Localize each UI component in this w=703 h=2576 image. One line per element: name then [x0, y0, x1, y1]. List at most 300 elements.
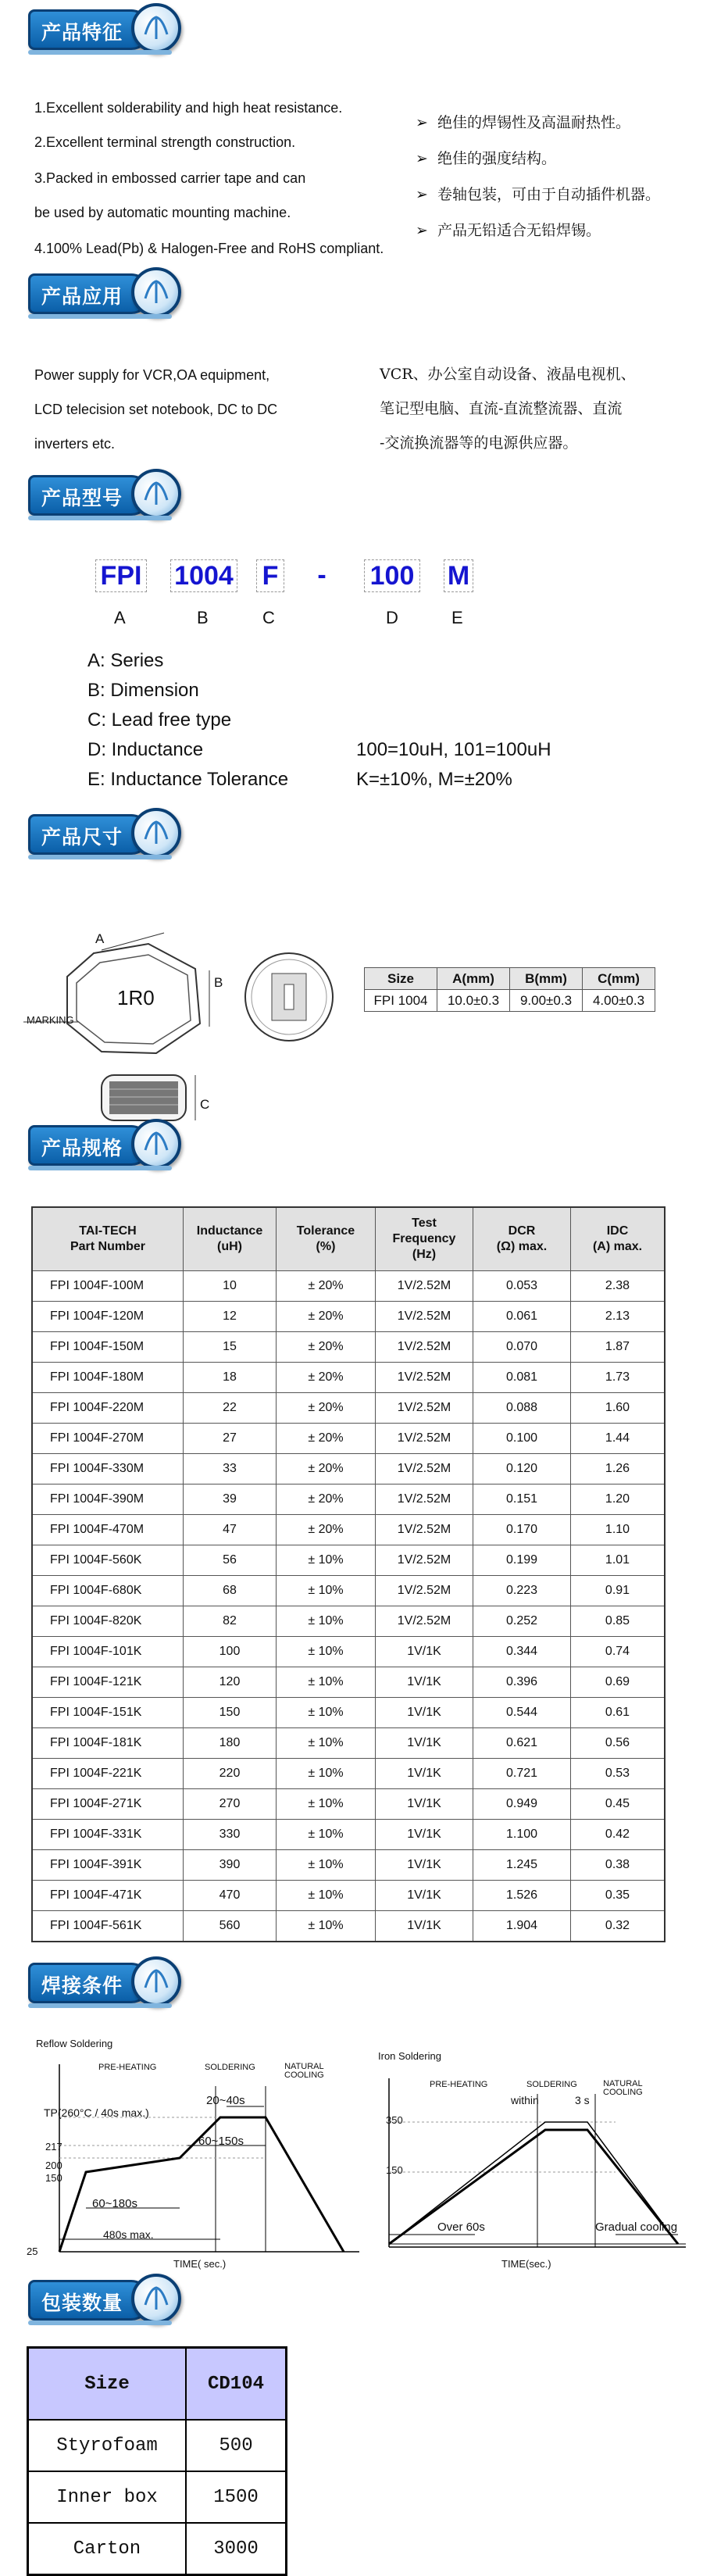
reflow-y150: 150: [45, 2172, 62, 2184]
reflow-20-40: 20~40s: [206, 2094, 245, 2107]
header-line: (uH): [217, 1240, 242, 1253]
pn-letter-a: A: [114, 608, 126, 627]
iron-soldering: SOLDERING: [526, 2080, 577, 2089]
iron-y150: 150: [386, 2164, 403, 2176]
section-title: 焊接条件: [41, 1974, 123, 1997]
header-line: Frequency: [392, 1232, 456, 1245]
section-underline: [28, 2003, 172, 2008]
table-cell: ± 20%: [277, 1454, 376, 1485]
feature-en-3: 3.Packed in embossed carrier tape and can: [34, 170, 306, 186]
dim-label-a: A: [95, 931, 105, 946]
table-row: [28, 2523, 287, 2575]
table-cell: FPI 1004F-270M: [32, 1424, 184, 1454]
table-cell: 0.252: [473, 1606, 571, 1637]
cooling-label: COOLING: [284, 2070, 324, 2080]
table-cell: 1V/2.52M: [376, 1332, 473, 1363]
table-row: [32, 1576, 665, 1606]
table-header: B(mm): [510, 968, 583, 990]
header-line: TAI-TECH: [79, 1224, 137, 1238]
feature-cn-4-text: 产品无铅适合无铅焊锡。: [437, 222, 601, 239]
table-cell: ± 10%: [277, 1881, 376, 1911]
table-cell: ± 10%: [277, 1698, 376, 1728]
section-underline: [28, 2321, 172, 2325]
table-cell: 0.45: [571, 1789, 666, 1820]
table-row: [32, 1545, 665, 1576]
table-row: [32, 1637, 665, 1667]
table-header: C(mm): [583, 968, 655, 990]
table-cell: ± 10%: [277, 1545, 376, 1576]
table-cell: 1.26: [571, 1454, 666, 1485]
table-cell: FPI 1004F-120M: [32, 1302, 184, 1332]
marking-text: 1R0: [117, 986, 155, 1009]
pn-letter-d: D: [386, 608, 398, 627]
header-line: Inductance: [196, 1224, 263, 1238]
table-cell: 1V/2.52M: [376, 1454, 473, 1485]
table-cell: 0.621: [473, 1728, 571, 1759]
table-cell: 0.170: [473, 1515, 571, 1545]
spec-header-inductance: [184, 1207, 277, 1271]
reflow-soldering: SOLDERING: [205, 2063, 255, 2072]
pn-letter-b: B: [197, 608, 209, 627]
table-cell: Styrofoam: [28, 2420, 187, 2471]
table-cell: 0.199: [473, 1545, 571, 1576]
table-cell: ± 10%: [277, 1728, 376, 1759]
section-header-model: [28, 466, 172, 522]
table-cell: 1.60: [571, 1393, 666, 1424]
table-cell: 1.904: [473, 1911, 571, 1942]
table-cell: 18: [184, 1363, 277, 1393]
table-cell: 1V/2.52M: [376, 1515, 473, 1545]
reflow-profile-chart: [31, 2055, 367, 2274]
table-cell: FPI 1004F-470M: [32, 1515, 184, 1545]
packing-table: [27, 2346, 287, 2576]
table-cell: 150: [184, 1698, 277, 1728]
table-cell: 1V/1K: [376, 1759, 473, 1789]
pn-letter-c: C: [262, 608, 275, 627]
table-cell: FPI 1004F-150M: [32, 1332, 184, 1363]
pn-inductance: 100: [364, 559, 420, 592]
table-cell: 1V/2.52M: [376, 1363, 473, 1393]
table-cell: ± 10%: [277, 1667, 376, 1698]
table-cell: ± 10%: [277, 1759, 376, 1789]
reflow-60-150: 60~150s: [198, 2135, 244, 2148]
table-cell: 1V/2.52M: [376, 1576, 473, 1606]
section-title: 产品尺寸: [41, 826, 123, 849]
header-line: Part Number: [70, 1240, 146, 1253]
dimension-drawing: [23, 922, 336, 1141]
dimension-table: [364, 967, 655, 1012]
table-cell: ± 20%: [277, 1363, 376, 1393]
table-cell: 0.053: [473, 1271, 571, 1302]
reflow-title: Reflow Soldering: [36, 2038, 113, 2049]
table-cell: 1V/2.52M: [376, 1302, 473, 1332]
table-cell: 1.44: [571, 1424, 666, 1454]
table-cell: 1.73: [571, 1363, 666, 1393]
header-line: (%): [316, 1240, 336, 1253]
def-c: C: Lead free type: [87, 709, 232, 731]
table-row: [28, 2471, 287, 2523]
section-title: 产品应用: [41, 285, 123, 308]
def-e-value: K=±10%, M=±20%: [356, 769, 512, 790]
iron-preheat: PRE-HEATING: [430, 2080, 488, 2089]
table-cell: FPI 1004F-271K: [32, 1789, 184, 1820]
globe-icon: [131, 469, 181, 519]
table-cell: 1V/1K: [376, 1728, 473, 1759]
table-cell: 56: [184, 1545, 277, 1576]
feature-en-2: 2.Excellent terminal strength construction.: [34, 134, 296, 150]
table-cell: ± 20%: [277, 1332, 376, 1363]
natural-label: NATURAL: [284, 2062, 324, 2071]
globe-icon: [131, 2274, 181, 2324]
table-header-row: [365, 968, 655, 990]
table-row: [32, 1850, 665, 1881]
spec-header-dcr: [473, 1207, 571, 1271]
table-row: [28, 2420, 287, 2471]
globe-icon: [131, 808, 181, 858]
reflow-y217: 217: [45, 2141, 62, 2153]
table-header: Size: [365, 968, 437, 990]
spec-header-frequency: [376, 1207, 473, 1271]
table-cell: 9.00±0.3: [510, 990, 583, 1012]
iron-over60: Over 60s: [437, 2221, 485, 2234]
iron-gradual: Gradual cooling: [595, 2221, 678, 2234]
table-cell: ± 20%: [277, 1515, 376, 1545]
feature-cn-2-text: 绝佳的强度结构。: [437, 150, 557, 167]
table-row: [32, 1485, 665, 1515]
table-cell: 0.088: [473, 1393, 571, 1424]
table-cell: ± 10%: [277, 1637, 376, 1667]
packing-header-row: [28, 2348, 287, 2421]
section-header-packing: [28, 2271, 172, 2327]
header-line: IDC: [606, 1224, 629, 1238]
table-cell: 1V/1K: [376, 1637, 473, 1667]
table-cell: ± 20%: [277, 1424, 376, 1454]
table-cell: 1V/1K: [376, 1850, 473, 1881]
table-cell: 1V/1K: [376, 1911, 473, 1942]
table-cell: 0.949: [473, 1789, 571, 1820]
header-line: (Hz): [412, 1248, 437, 1261]
table-cell: FPI 1004F-221K: [32, 1759, 184, 1789]
table-cell: 0.38: [571, 1850, 666, 1881]
application-en-2: LCD telecision set notebook, DC to DC: [34, 402, 278, 417]
table-cell: 1.87: [571, 1332, 666, 1363]
table-cell: 270: [184, 1789, 277, 1820]
application-cn-1: VCR、办公室自动设备、液晶电视机、: [380, 366, 636, 383]
packing-header: CD104: [186, 2348, 287, 2421]
table-cell: 1500: [186, 2471, 287, 2523]
table-cell: FPI 1004F-101K: [32, 1637, 184, 1667]
table-cell: 1V/2.52M: [376, 1393, 473, 1424]
section-underline: [28, 314, 172, 319]
section-underline: [28, 516, 172, 520]
table-cell: 1.245: [473, 1850, 571, 1881]
def-e: E: Inductance Tolerance: [87, 769, 289, 790]
table-cell: 0.396: [473, 1667, 571, 1698]
natural-label: NATURAL: [603, 2079, 643, 2088]
table-row: [32, 1606, 665, 1637]
pn-letter-e: E: [451, 608, 463, 627]
pn-lead-free: F: [256, 559, 284, 592]
table-cell: 39: [184, 1485, 277, 1515]
globe-icon: [131, 3, 181, 53]
application-cn-2: 笔记型电脑、直流-直流整流器、直流: [380, 400, 623, 417]
application-en-1: Power supply for VCR,OA equipment,: [34, 367, 270, 383]
table-cell: 22: [184, 1393, 277, 1424]
table-cell: 1V/1K: [376, 1881, 473, 1911]
section-underline: [28, 50, 172, 55]
header-line: Tolerance: [296, 1224, 355, 1238]
table-cell: 0.42: [571, 1820, 666, 1850]
table-cell: 10.0±0.3: [437, 990, 510, 1012]
table-cell: 180: [184, 1728, 277, 1759]
reflow-time-axis: TIME( sec.): [173, 2258, 227, 2270]
table-cell: FPI 1004: [365, 990, 437, 1012]
globe-icon: [131, 1119, 181, 1169]
table-cell: 500: [186, 2420, 287, 2471]
table-cell: 1V/1K: [376, 1820, 473, 1850]
table-cell: FPI 1004F-390M: [32, 1485, 184, 1515]
reflow-y25: 25: [27, 2246, 38, 2257]
section-title: 产品规格: [41, 1137, 123, 1159]
table-cell: 27: [184, 1424, 277, 1454]
table-cell: 12: [184, 1302, 277, 1332]
table-cell: FPI 1004F-180M: [32, 1363, 184, 1393]
table-row: [32, 1698, 665, 1728]
table-cell: ± 10%: [277, 1911, 376, 1942]
table-cell: FPI 1004F-220M: [32, 1393, 184, 1424]
table-cell: ± 20%: [277, 1271, 376, 1302]
table-cell: 0.35: [571, 1881, 666, 1911]
table-cell: ± 20%: [277, 1393, 376, 1424]
section-title: 产品特征: [41, 21, 123, 44]
table-cell: FPI 1004F-151K: [32, 1698, 184, 1728]
table-cell: ± 10%: [277, 1789, 376, 1820]
table-cell: 0.344: [473, 1637, 571, 1667]
table-cell: 0.721: [473, 1759, 571, 1789]
table-cell: FPI 1004F-471K: [32, 1881, 184, 1911]
table-cell: 0.544: [473, 1698, 571, 1728]
reflow-y200: 200: [45, 2160, 62, 2171]
table-row: [32, 1302, 665, 1332]
table-cell: 0.120: [473, 1454, 571, 1485]
table-cell: 0.151: [473, 1485, 571, 1515]
table-cell: ± 10%: [277, 1606, 376, 1637]
table-cell: 1V/1K: [376, 1698, 473, 1728]
table-cell: Inner box: [28, 2471, 187, 2523]
table-cell: FPI 1004F-820K: [32, 1606, 184, 1637]
table-cell: 120: [184, 1667, 277, 1698]
globe-icon: [131, 267, 181, 317]
table-row: [32, 1881, 665, 1911]
section-title: 产品型号: [41, 487, 123, 509]
table-cell: 68: [184, 1576, 277, 1606]
section-header-features: [28, 0, 172, 56]
packing-header: Size: [28, 2348, 187, 2421]
table-cell: 1V/2.52M: [376, 1485, 473, 1515]
header-line: (Ω) max.: [496, 1240, 548, 1253]
iron-natural-cooling: [603, 2080, 643, 2097]
table-row: [32, 1515, 665, 1545]
section-header-soldering: [28, 1953, 172, 2010]
section-header-spec: [28, 1116, 172, 1172]
feature-cn-1-text: 绝佳的焊锡性及高温耐热性。: [437, 114, 631, 131]
header-line: Test: [412, 1217, 437, 1230]
iron-title: Iron Soldering: [378, 2050, 441, 2062]
feature-cn-4: ➢ 产品无铅适合无铅焊锡。: [416, 222, 601, 239]
table-cell: 1V/2.52M: [376, 1545, 473, 1576]
table-row: [32, 1454, 665, 1485]
table-cell: FPI 1004F-330M: [32, 1454, 184, 1485]
spec-table: [31, 1206, 666, 1942]
table-cell: 0.070: [473, 1332, 571, 1363]
table-row: [32, 1332, 665, 1363]
table-cell: 330: [184, 1820, 277, 1850]
iron-within: within: [511, 2094, 539, 2106]
iron-3s: 3 s: [575, 2094, 590, 2106]
table-cell: 0.56: [571, 1728, 666, 1759]
table-cell: 0.61: [571, 1698, 666, 1728]
table-header: A(mm): [437, 968, 510, 990]
table-row: [32, 1393, 665, 1424]
table-cell: ± 10%: [277, 1576, 376, 1606]
table-cell: FPI 1004F-121K: [32, 1667, 184, 1698]
def-a: A: Series: [87, 650, 164, 671]
marking-label: MARKING: [27, 1014, 74, 1026]
reflow-preheat: PRE-HEATING: [98, 2063, 157, 2072]
feature-en-4: be used by automatic mounting machine.: [34, 205, 291, 220]
reflow-tp: TP(260°C / 40s max.): [44, 2106, 149, 2119]
dim-label-c: C: [200, 1097, 210, 1112]
section-title: 包装数量: [41, 2292, 123, 2314]
spec-header-part: [32, 1207, 184, 1271]
table-cell: 1.526: [473, 1881, 571, 1911]
spec-header-row: [32, 1207, 665, 1271]
table-cell: 10: [184, 1271, 277, 1302]
table-row: [32, 1911, 665, 1942]
table-cell: 1V/1K: [376, 1667, 473, 1698]
table-cell: 1V/2.52M: [376, 1606, 473, 1637]
table-row: [32, 1759, 665, 1789]
table-row: [32, 1789, 665, 1820]
pn-tolerance: M: [444, 559, 473, 592]
table-row: [32, 1424, 665, 1454]
def-b: B: Dimension: [87, 680, 199, 701]
def-d: D: Inductance: [87, 739, 204, 760]
table-cell: ± 20%: [277, 1302, 376, 1332]
section-underline: [28, 855, 172, 859]
reflow-60-180: 60~180s: [92, 2197, 137, 2210]
table-cell: 0.69: [571, 1667, 666, 1698]
table-row: [32, 1820, 665, 1850]
table-cell: 0.91: [571, 1576, 666, 1606]
pn-series: FPI: [95, 559, 147, 592]
table-cell: FPI 1004F-391K: [32, 1850, 184, 1881]
table-cell: 82: [184, 1606, 277, 1637]
table-row: [32, 1728, 665, 1759]
table-row: [365, 990, 655, 1012]
table-cell: 0.32: [571, 1911, 666, 1942]
table-cell: FPI 1004F-680K: [32, 1576, 184, 1606]
table-cell: 0.100: [473, 1424, 571, 1454]
table-cell: 3000: [186, 2523, 287, 2575]
pn-dash: -: [317, 560, 327, 590]
table-cell: 470: [184, 1881, 277, 1911]
table-cell: 1.20: [571, 1485, 666, 1515]
feature-cn-2: ➢ 绝佳的强度结构。: [416, 150, 557, 167]
table-cell: FPI 1004F-100M: [32, 1271, 184, 1302]
reflow-natural-cooling: [284, 2063, 324, 2080]
iron-time-axis: TIME(sec.): [501, 2258, 551, 2270]
table-cell: 2.13: [571, 1302, 666, 1332]
table-cell: 560: [184, 1911, 277, 1942]
table-cell: ± 10%: [277, 1820, 376, 1850]
feature-en-1: 1.Excellent solderability and high heat resistance.: [34, 100, 343, 116]
table-cell: 0.53: [571, 1759, 666, 1789]
table-cell: 47: [184, 1515, 277, 1545]
table-cell: 2.38: [571, 1271, 666, 1302]
feature-cn-3: ➢ 卷轴包装，可由于自动插件机器。: [416, 186, 661, 203]
table-cell: 1.10: [571, 1515, 666, 1545]
table-cell: 0.081: [473, 1363, 571, 1393]
table-cell: 1V/1K: [376, 1789, 473, 1820]
table-cell: 220: [184, 1759, 277, 1789]
feature-en-5: 4.100% Lead(Pb) & Halogen-Free and RoHS compliant.: [34, 241, 384, 256]
table-cell: 4.00±0.3: [583, 990, 655, 1012]
table-cell: 1.01: [571, 1545, 666, 1576]
header-line: (A) max.: [592, 1240, 643, 1253]
table-row: [32, 1667, 665, 1698]
globe-icon: [131, 1956, 181, 2006]
table-cell: 1V/2.52M: [376, 1424, 473, 1454]
table-cell: 390: [184, 1850, 277, 1881]
reflow-480: 480s max.: [103, 2228, 154, 2241]
pn-dimension: 1004: [170, 559, 237, 592]
section-header-dimension: [28, 805, 172, 861]
table-cell: 15: [184, 1332, 277, 1363]
section-header-application: [28, 264, 172, 320]
spec-header-tolerance: [277, 1207, 376, 1271]
table-row: [32, 1363, 665, 1393]
table-cell: 0.74: [571, 1637, 666, 1667]
table-cell: 100: [184, 1637, 277, 1667]
dim-label-b: B: [214, 975, 223, 990]
cooling-label: COOLING: [603, 2088, 643, 2097]
table-cell: 0.223: [473, 1576, 571, 1606]
table-cell: ± 10%: [277, 1850, 376, 1881]
header-line: DCR: [508, 1224, 536, 1238]
feature-cn-3-text: 卷轴包装，可由于自动插件机器。: [437, 186, 661, 203]
table-cell: 0.85: [571, 1606, 666, 1637]
application-en-3: inverters etc.: [34, 436, 116, 452]
spec-header-idc: [571, 1207, 666, 1271]
feature-cn-1: ➢ 绝佳的焊锡性及高温耐热性。: [416, 114, 631, 131]
def-d-value: 100=10uH, 101=100uH: [356, 739, 551, 760]
table-cell: FPI 1004F-331K: [32, 1820, 184, 1850]
table-cell: 1.100: [473, 1820, 571, 1850]
table-cell: ± 20%: [277, 1485, 376, 1515]
table-cell: 1V/2.52M: [376, 1271, 473, 1302]
section-underline: [28, 1166, 172, 1170]
table-cell: Carton: [28, 2523, 187, 2575]
table-cell: FPI 1004F-561K: [32, 1911, 184, 1942]
application-cn-3: -交流换流器等的电源供应器。: [380, 434, 578, 452]
table-cell: FPI 1004F-181K: [32, 1728, 184, 1759]
table-cell: 33: [184, 1454, 277, 1485]
table-cell: 0.061: [473, 1302, 571, 1332]
table-row: [32, 1271, 665, 1302]
table-cell: FPI 1004F-560K: [32, 1545, 184, 1576]
iron-y350: 350: [386, 2114, 403, 2126]
